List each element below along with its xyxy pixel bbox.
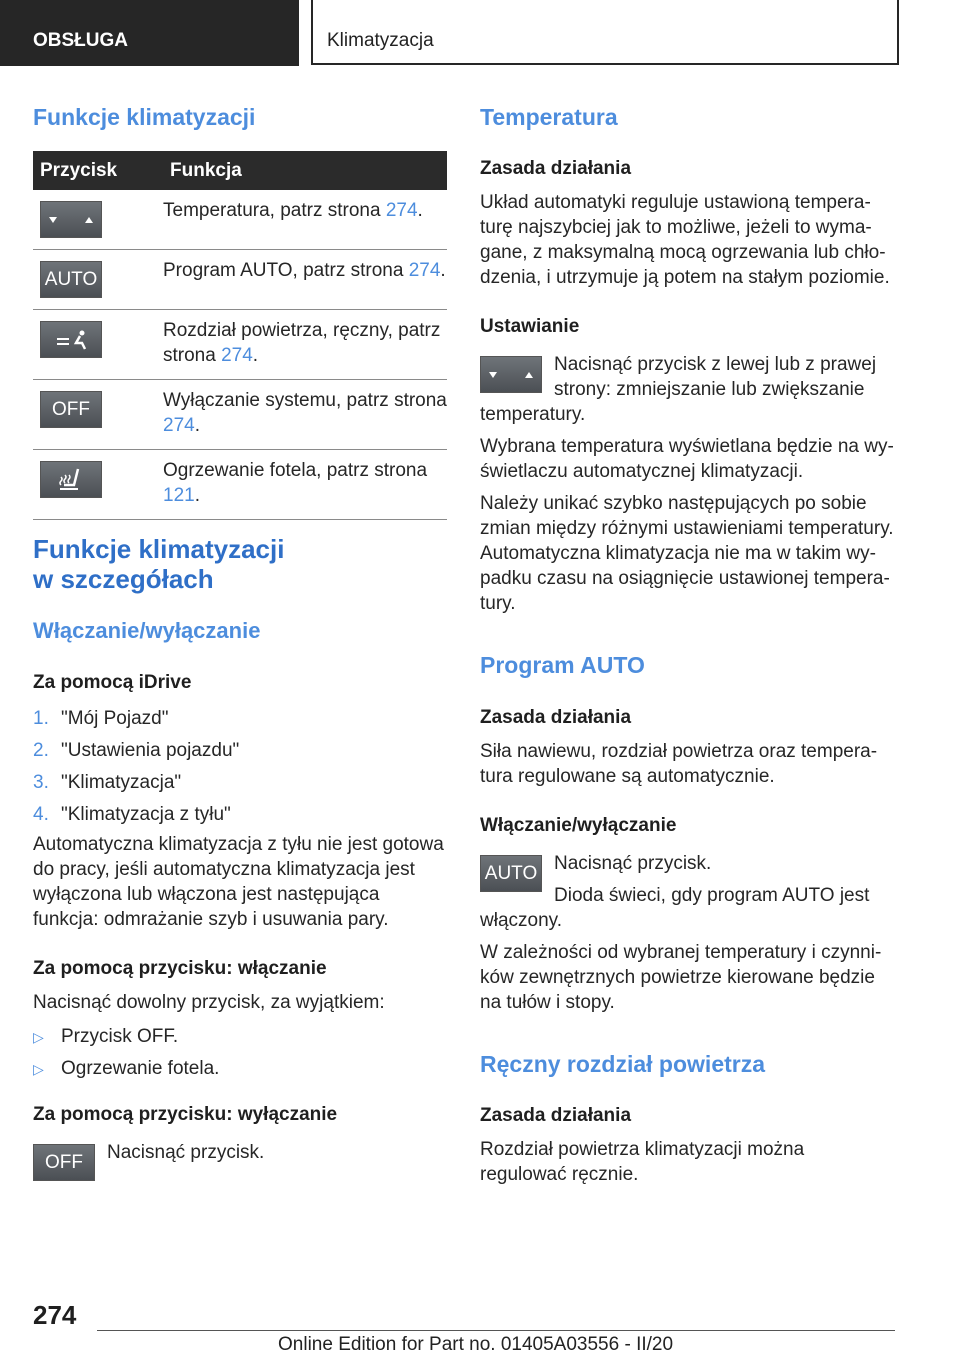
list-item bbox=[33, 767, 447, 799]
list-item bbox=[33, 799, 447, 831]
off-icon-label: OFF bbox=[52, 399, 90, 420]
step-text: "Klimatyzacja" bbox=[61, 772, 182, 793]
temperature-principle-heading: Zasada działania bbox=[480, 158, 632, 179]
temperature-principle-text: Układ automatyki reguluje ustawioną temperaturę najszybciej jak to możliwe, jeżeli to wymagane, z maksymalną mocą ogrzewania lub chłodzenia, i utrzymuje ją potem na stałym poziomie. bbox=[480, 192, 890, 288]
setting-text-cont: temperatury. bbox=[480, 404, 586, 425]
seat-heating-icon bbox=[40, 461, 102, 498]
button-on-text: Nacisnąć dowolny przycisk, za wyjątkiem: bbox=[33, 992, 385, 1013]
auto-onoff-heading: Włączanie/wyłączanie bbox=[480, 815, 677, 836]
auto-principle-text: Siła nawiewu, rozdział powietrza oraz temperatura regulowane są automatycznie. bbox=[480, 741, 878, 787]
page-link[interactable]: 274 bbox=[221, 345, 253, 366]
list-item bbox=[33, 703, 447, 735]
bullet-triangle-icon: ▷ bbox=[33, 1061, 44, 1077]
step-number: 1. bbox=[33, 708, 49, 729]
table-cell-function bbox=[163, 250, 447, 310]
step-text: "Ustawienia pojazdu" bbox=[61, 740, 240, 761]
auto-program-title: Program AUTO bbox=[480, 652, 645, 678]
setting-heading: Ustawianie bbox=[480, 316, 580, 337]
button-on-heading: Za pomocą przycisku: włączanie bbox=[33, 958, 327, 979]
auto-principle-heading: Zasada działania bbox=[480, 707, 632, 728]
auto-press-text: Nacisnąć przycisk. bbox=[554, 853, 712, 874]
button-off-text: Nacisnąć przycisk. bbox=[107, 1142, 265, 1163]
table-header-button: Przycisk bbox=[33, 151, 163, 190]
idrive-steps-list bbox=[33, 703, 447, 831]
page-link[interactable]: 121 bbox=[163, 485, 195, 506]
button-on-bullets bbox=[33, 1021, 447, 1085]
row-text: Temperatura, patrz strona bbox=[163, 200, 386, 221]
row-suffix: . bbox=[194, 415, 200, 436]
auto-led-text-cont: włączony. bbox=[480, 910, 563, 931]
onoff-title: Włączanie/wyłączanie bbox=[33, 618, 261, 643]
button-off-heading: Za pomocą przycisku: wyłączanie bbox=[33, 1104, 338, 1125]
details-title-line-1: Funkcje klimatyzacji bbox=[33, 534, 285, 564]
table-cell-function bbox=[163, 190, 447, 250]
row-text: Ogrzewanie fotela, patrz strona bbox=[163, 460, 428, 481]
details-title bbox=[33, 534, 284, 594]
list-item bbox=[33, 1053, 447, 1085]
table-cell-icon bbox=[33, 190, 163, 250]
table-cell-function bbox=[163, 310, 447, 380]
list-item bbox=[33, 735, 447, 767]
manual-principle-heading: Zasada działania bbox=[480, 1105, 632, 1126]
step-number: 2. bbox=[33, 740, 49, 761]
footer-divider bbox=[97, 1330, 895, 1331]
page-number: 274 bbox=[33, 1300, 77, 1330]
step-text: "Mój Pojazd" bbox=[61, 708, 169, 729]
bullet-text: Ogrzewanie fotela. bbox=[61, 1058, 220, 1079]
table-row bbox=[33, 190, 447, 250]
auto-depend-text: W zależności od wybranej temperatury i czynników zewnętrznych powietrze kierowane będzie na tułów i stopy. bbox=[480, 942, 882, 1013]
table-cell-function bbox=[163, 450, 447, 520]
table-cell-icon bbox=[33, 380, 163, 450]
table-cell-icon bbox=[33, 250, 163, 310]
air-distribution-icon bbox=[40, 321, 102, 358]
table-cell-icon bbox=[33, 450, 163, 520]
edition-info: Online Edition for Part no. 01405A03556 - II/20 bbox=[278, 1334, 674, 1355]
off-button-icon bbox=[40, 391, 102, 428]
idrive-note: Automatyczna klimatyzacja z tyłu nie jest gotowa do pracy, jeśli automatyczna klimatyzacja jest wyłączona lub włączona jest następująca funkcja: odmrażanie szyb i usuwania pary. bbox=[33, 834, 444, 930]
table-row bbox=[33, 450, 447, 520]
row-text: Rozdział powietrza, ręczny, patrz strona bbox=[163, 320, 441, 366]
functions-table bbox=[33, 151, 447, 520]
header-chapter-tab bbox=[311, 0, 899, 65]
auto-icon-label: AUTO bbox=[44, 269, 98, 290]
table-cell-function bbox=[163, 380, 447, 450]
table-header-row bbox=[33, 151, 447, 190]
temperature-arrows-icon bbox=[40, 201, 102, 238]
temperature-title: Temperatura bbox=[480, 104, 618, 130]
table-header-function: Funkcja bbox=[163, 151, 447, 190]
table-row bbox=[33, 250, 447, 310]
row-suffix: . bbox=[417, 200, 423, 221]
table-row bbox=[33, 380, 447, 450]
header-chapter-label: Klimatyzacja bbox=[327, 30, 434, 51]
row-text: Program AUTO, patrz strona bbox=[163, 260, 409, 281]
page-link[interactable]: 274 bbox=[408, 260, 441, 281]
temperature-arrows-icon bbox=[480, 356, 542, 393]
auto-button-icon bbox=[480, 855, 542, 892]
auto-button-icon bbox=[40, 261, 102, 298]
setting-text: Nacisnąć przycisk z lewej lub z prawej strony: zmniejszanie lub zwiększanie bbox=[554, 354, 877, 400]
page-link[interactable]: 274 bbox=[385, 200, 418, 221]
bullet-triangle-icon: ▷ bbox=[33, 1029, 44, 1045]
row-suffix: . bbox=[194, 485, 200, 506]
step-number: 4. bbox=[33, 804, 49, 825]
header-section-tab bbox=[0, 0, 299, 66]
row-text: Wyłączanie systemu, patrz strona bbox=[163, 390, 447, 411]
idrive-heading: Za pomocą iDrive bbox=[33, 672, 192, 693]
auto-icon-label: AUTO bbox=[484, 862, 538, 884]
page-link[interactable]: 274 bbox=[163, 415, 195, 436]
off-button-icon bbox=[33, 1144, 95, 1181]
table-cell-icon bbox=[33, 310, 163, 380]
row-suffix: . bbox=[252, 345, 259, 366]
details-title-line-2: w szczegółach bbox=[33, 564, 214, 594]
step-text: "Klimatyzacja z tyłu" bbox=[61, 804, 231, 825]
step-number: 3. bbox=[33, 772, 49, 793]
table-row bbox=[33, 310, 447, 380]
auto-led-text: Dioda świeci, gdy program AUTO jest bbox=[554, 885, 870, 906]
temperature-display-text: Wybrana temperatura wyświetlana będzie na wyświetlaczu automatycznej klimatyzacji. bbox=[480, 436, 894, 482]
manual-distribution-title: Ręczny rozdział powietrza bbox=[480, 1051, 766, 1077]
manual-principle-text: Rozdział powietrza klimatyzacji można regulować ręcznie. bbox=[480, 1139, 805, 1185]
list-item bbox=[33, 1021, 447, 1053]
header-section-label: OBSŁUGA bbox=[33, 30, 128, 51]
bullet-text: Przycisk OFF. bbox=[61, 1026, 179, 1047]
temperature-avoid-text: Należy unikać szybko następujących po sobie zmian między różnymi ustawieniami temperatury. Automatyczna klimatyzacja nie ma w takim wypadku czasu na osiągnięcie ustawionej temperatury. bbox=[480, 493, 894, 614]
off-icon-label: OFF bbox=[45, 1151, 83, 1173]
functions-title: Funkcje klimatyzacji bbox=[33, 104, 256, 130]
row-suffix: . bbox=[440, 260, 446, 281]
